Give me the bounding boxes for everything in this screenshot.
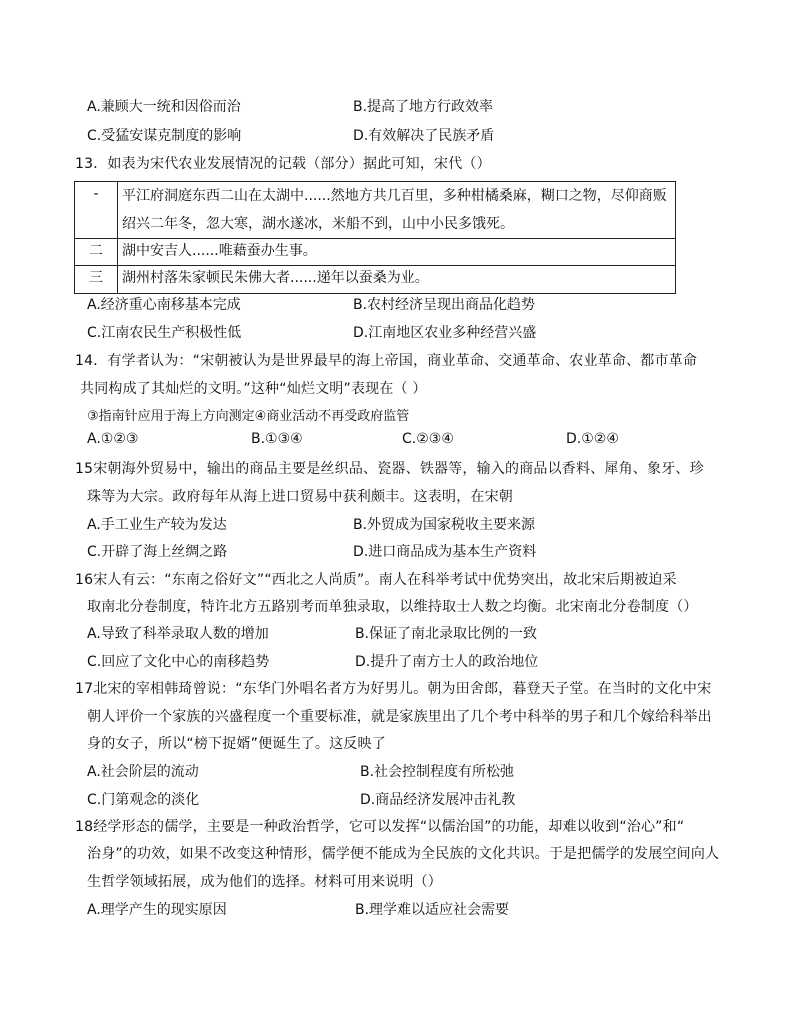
q15-option-c: C.开辟了海上丝绸之路 <box>87 544 228 560</box>
q18-line-2: 治身”的功效，如果不改变这种情形，儒学便不能成为全民族的文化共识。于是把儒学的发展空间向人 <box>87 846 720 862</box>
q16-option-c: C.回应了文化中心的南移趋势 <box>87 654 270 670</box>
q18-line-1: 18经学形态的儒学，主要是一种政治哲学，它可以发挥“以儒治国”的功能，却难以收到“治心”和“ <box>75 819 685 835</box>
q14-line-1: 14．有学者认为：“宋朝被认为是世界最早的海上帝国，商业革命、交通革命、农业革命、都市革命 <box>75 353 698 369</box>
q13-option-c: C.江南农民生产积极性低 <box>87 325 242 341</box>
q13-option-a: A.经济重心南移基本完成 <box>87 297 241 313</box>
q13-option-d: D.江南地区农业多种经营兴盛 <box>353 325 537 341</box>
table-cell-line: 绍兴二年冬，忽大寒，湖水遂冰，米船不到，山中小民多饿死。 <box>122 216 514 232</box>
q14-option-d: D.①②④ <box>566 431 619 447</box>
q16-option-b: B.保证了南北录取比例的一致 <box>355 626 538 642</box>
table-cell-text <box>118 182 676 239</box>
q15-option-d: D.进口商品成为基本生产资料 <box>353 544 537 560</box>
q12-option-c: C.受猛安谋克制度的影响 <box>87 128 242 144</box>
table-cell-line: 湖中安吉人......唯藉蚕办生事。 <box>122 243 317 259</box>
table-cell-line: 湖州村落朱家顿民朱佛大者......递年以蚕桑为业。 <box>122 270 429 286</box>
q14-line-2: 共同构成了其灿烂的文明。”这种“灿烂文明”表现在（ ） <box>80 381 427 397</box>
q15-option-a: A.手工业生产较为发达 <box>87 517 227 533</box>
table-cell-num: - <box>75 182 118 239</box>
q14-option-b: B.①③④ <box>251 431 303 447</box>
table-cell-num: 三 <box>75 266 118 294</box>
q12-option-a: A.兼顾大一统和因俗而治 <box>87 99 241 115</box>
q17-option-b: B.社会控制程度有所松弛 <box>360 764 515 780</box>
q18-option-b: B.理学难以适应社会需要 <box>355 902 510 918</box>
q17-line-2: 朝人评价一个家族的兴盛程度一个重要标准，就是家族里出了几个考中科举的男子和几个嫁给科举出 <box>87 709 712 725</box>
q14-option-c: C.②③④ <box>402 431 454 447</box>
q14-line-3: ③指南针应用于海上方向测定④商业活动不再受政府监管 <box>87 409 410 424</box>
q14-option-a: A.①②③ <box>87 431 139 447</box>
q15-option-b: B.外贸成为国家税收主要来源 <box>353 517 536 533</box>
q16-option-d: D.提升了南方士人的政治地位 <box>355 654 539 670</box>
table-row <box>75 266 676 294</box>
q15-line-2: 珠等为大宗。政府每年从海上进口贸易中获利颇丰。这表明，在宋朝 <box>87 489 513 505</box>
table-cell-text <box>118 239 676 266</box>
q13-option-b: B.农村经济呈现出商品化趋势 <box>353 297 536 313</box>
q12-option-b: B.提高了地方行政效率 <box>353 99 494 115</box>
q13-stem: 13．如表为宋代农业发展情况的记载（部分）据此可知，宋代（） <box>75 156 491 172</box>
q17-option-a: A.社会阶层的流动 <box>87 764 199 780</box>
q12-option-d: D.有效解决了民族矛盾 <box>353 128 495 144</box>
table-row <box>75 239 676 266</box>
q17-option-d: D.商品经济发展冲击礼教 <box>360 792 516 808</box>
q16-line-1: 16宋人有云：“东南之俗好文”“西北之人尚质”。南人在科举考试中优势突出，故北宋后期被迫采 <box>75 572 677 588</box>
q17-option-c: C.门第观念的淡化 <box>87 792 200 808</box>
q13-table <box>74 181 676 294</box>
q16-option-a: A.导致了科举录取人数的增加 <box>87 626 269 642</box>
table-row <box>75 182 676 239</box>
table-cell-num: 二 <box>75 239 118 266</box>
table-cell-text <box>118 266 676 294</box>
q18-option-a: A.理学产生的现实原因 <box>87 902 227 918</box>
q17-line-1: 17北宋的宰相韩琦曾说：“东华门外唱名者方为好男儿。朝为田舍郎，暮登天子堂。在当时的文化中宋 <box>75 681 712 697</box>
q17-line-3: 身的女子，所以“榜下捉婿”便诞生了。这反映了 <box>87 736 386 752</box>
q18-line-3: 生哲学领域拓展，成为他们的选择。材料可用来说明（） <box>87 874 442 890</box>
q15-line-1: 15宋朝海外贸易中，输出的商品主要是丝织品、瓷器、铁器等，输入的商品以香料、犀角、象牙、珍 <box>75 461 704 477</box>
q16-line-2: 取南北分卷制度，特许北方五路别考而单独录取，以维持取士人数之均衡。北宋南北分卷制度（） <box>87 599 698 615</box>
table-cell-line: 平江府洞庭东西二山在太湖中......然地方共几百里，多种柑橘桑麻，糊口之物，尽仰商贩 <box>122 188 667 204</box>
